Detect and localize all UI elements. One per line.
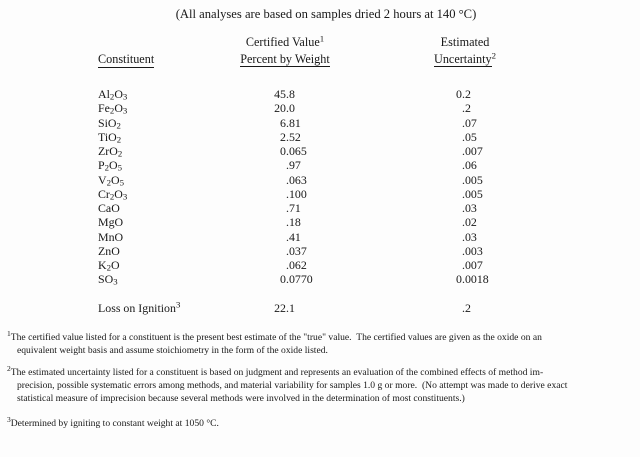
- analysis-note: (All analyses are based on samples dried 2 hours at 140 °C): [175, 7, 477, 21]
- constituent-cell: $SO_3$: [98, 272, 118, 287]
- footnote-1-line: $^1$The certified value listed for a constituent is the present best estimate of the "true" value. The certified values are given as the oxide on an: [7, 329, 542, 343]
- footnote-2-line: statistical measure of imprecision because several methods were involved in the determination of most constituents.): [17, 392, 465, 404]
- uncertainty-cell: 0 .0018: [456, 272, 489, 287]
- certified-value-cell: 6 .81: [280, 115, 301, 130]
- certified-value-cell: 2 .52: [280, 129, 301, 144]
- constituent-cell: MnO: [98, 229, 124, 244]
- certified-value-cell: .71: [286, 201, 301, 215]
- constituent-header-label: Constituent: [98, 52, 155, 66]
- uncertainty-cell: .005: [462, 172, 483, 187]
- column-header-uncertainty: [365, 34, 565, 67]
- uncertainty-header-line2: Uncertainty$^2$: [434, 50, 496, 66]
- certified-value-cell: .037: [286, 243, 307, 258]
- footnote-2-marker: 2: [7, 363, 11, 373]
- uncertainty-cell: .2: [462, 101, 471, 116]
- table-row: [0, 215, 640, 229]
- constituent-cell: ZnO: [98, 243, 120, 258]
- certified-value-cell: .063: [286, 172, 307, 187]
- uncertainty-cell: .07: [462, 115, 477, 130]
- constituent-cell: ZrO$_2$: [98, 144, 123, 159]
- column-header-constituent: [98, 51, 154, 68]
- constituent-cell: Loss on Ignition$^3$: [98, 299, 181, 315]
- certified-value-cell: .41: [286, 229, 301, 244]
- table-row: [0, 230, 640, 244]
- footnote-3-line: $^3$Determined by igniting to constant weight at 1050 °C.: [7, 414, 219, 429]
- table-row: [0, 158, 640, 172]
- footnote-1-line: equivalent weight basis and assume stoichiometry in the form of the oxide listed.: [17, 344, 328, 356]
- table-row: [0, 258, 640, 272]
- constituent-cell: $P_2O_5$: [98, 158, 123, 173]
- footnote-3-marker: 3: [7, 414, 11, 424]
- table-row: [0, 144, 640, 158]
- certified-value-cell: 0 .0770: [280, 272, 313, 287]
- certified-value-header-line1: Certified Value$^1$: [245, 33, 325, 49]
- constituent-table: [0, 87, 640, 315]
- uncertainty-cell: .003: [462, 243, 483, 258]
- footnote-2-line: precision, possible systematic errors among methods, and material variability for samples 1.0 g or more. (No attempt was made to derive exact: [17, 379, 568, 391]
- footnote-3: [7, 414, 637, 431]
- uncertainty-cell: .02: [462, 215, 477, 230]
- uncertainty-cell: .007: [462, 144, 483, 158]
- footnote-2-line: $^2$The estimated uncertainty listed for a constituent is based on judgment and represents an evaluation of the combined effects of method im-: [7, 363, 544, 378]
- certified-value-cell: .97: [286, 158, 301, 173]
- table-row: [0, 173, 640, 187]
- table-row: [0, 272, 640, 286]
- table-row: [0, 101, 640, 115]
- certified-value-cell: 22 .1: [274, 300, 295, 315]
- uncertainty-cell: .05: [462, 129, 477, 144]
- certified-value-cell: .100: [286, 186, 307, 201]
- constituent-cell: MgO: [98, 215, 124, 230]
- table-row: [0, 130, 640, 144]
- constituent-cell: SiO$_2$: [98, 115, 121, 130]
- uncertainty-cell: .005: [462, 186, 483, 201]
- column-header-certified-value: [185, 34, 385, 67]
- uncertainty-cell: .03: [462, 201, 477, 215]
- constituent-cell: $V_2O_5$: [98, 172, 124, 187]
- uncertainty-cell: 0 .2: [456, 87, 471, 101]
- uncertainty-cell: .06: [462, 158, 477, 173]
- constituent-cell: $Fe_2O_3$: [98, 101, 128, 116]
- footnote-1-marker: 1: [7, 329, 11, 338]
- footnotes-section: [7, 329, 637, 430]
- uncertainty-cell: .007: [462, 258, 483, 272]
- constituent-cell: $Cr_2O_3$: [98, 186, 128, 202]
- uncertainty-cell: .2: [462, 300, 471, 315]
- certified-value-header-line2: Percent by Weight: [240, 51, 330, 66]
- certified-value-cell: 0 .065: [280, 144, 307, 158]
- uncertainty-cell: .03: [462, 229, 477, 244]
- table-row: [0, 201, 640, 215]
- table-row: [0, 244, 640, 258]
- constituent-cell: CaO: [98, 201, 120, 215]
- certified-value-cell: 45 .8: [274, 87, 295, 101]
- table-row: [0, 187, 640, 201]
- uncertainty-header-line1: Estimated: [440, 35, 490, 49]
- certified-value-cell: .18: [286, 215, 301, 230]
- constituent-cell: TiO$_2$: [98, 129, 122, 145]
- footnote-2: [7, 363, 637, 406]
- loss-on-ignition-row: [0, 301, 640, 315]
- table-row: [0, 116, 640, 130]
- constituent-cell: $Al_2O_3$: [98, 87, 128, 102]
- certified-value-cell: 20 .0: [274, 101, 295, 116]
- constituent-cell: $K_2O$: [98, 258, 120, 273]
- certified-value-cell: .062: [286, 258, 307, 272]
- table-row: [0, 87, 640, 101]
- footnote-1: [7, 329, 637, 358]
